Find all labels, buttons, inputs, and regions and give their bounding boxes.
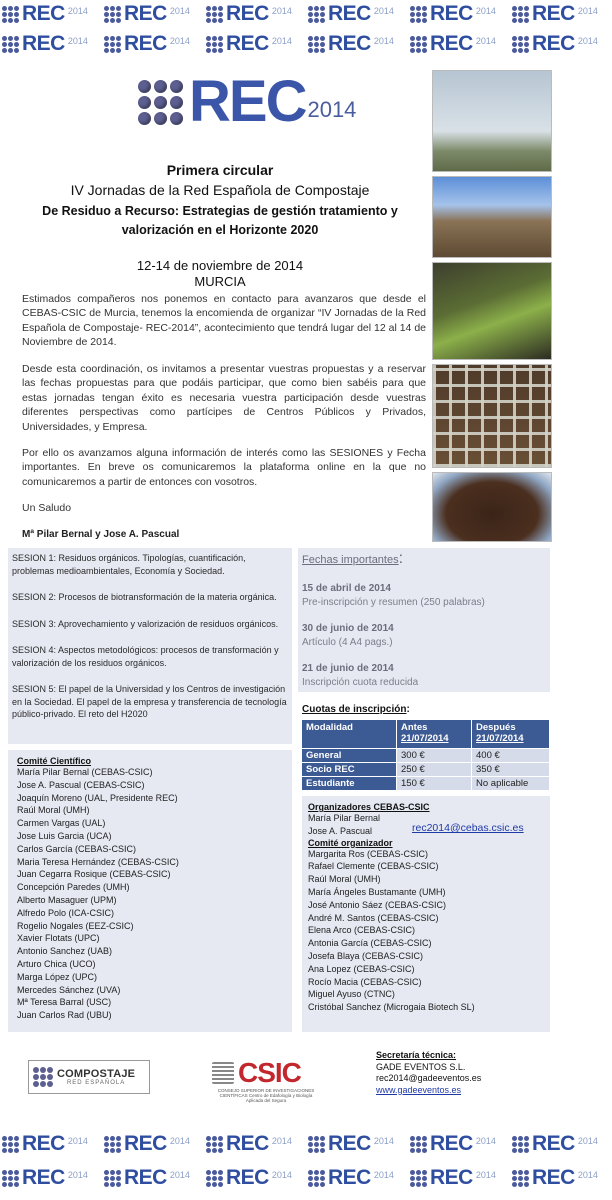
banner-tile <box>408 1164 510 1192</box>
heading-primera-circular: Primera circular <box>166 162 274 178</box>
rec-logo <box>138 69 357 134</box>
banner-year: 2014 <box>271 36 292 46</box>
fees-header-antes-date: 21/07/2014 <box>401 733 449 744</box>
banner-dots-icon <box>104 6 121 23</box>
comite-organizador-list <box>308 848 544 1014</box>
fees-cell-despues: 400 € <box>472 749 550 763</box>
member-item: Maria Teresa Hernández (CEBAS-CSIC) <box>17 856 179 867</box>
fees-header-despues-date: 21/07/2014 <box>476 733 524 744</box>
banner-year: 2014 <box>475 1136 496 1146</box>
banner-word: REC <box>430 2 473 25</box>
banner-year: 2014 <box>169 1170 190 1180</box>
banner-tile <box>306 0 408 28</box>
member-item: Miguel Ayuso (CTNC) <box>308 989 395 1000</box>
member-item: José Antonio Sáez (CEBAS-CSIC) <box>308 899 447 910</box>
banner-row-bottom-1 <box>0 1130 598 1158</box>
csic-word: CSIC <box>238 1057 301 1088</box>
banner-tile <box>510 0 612 28</box>
banner-tile <box>204 0 306 28</box>
member-item: Alberto Masaguer (UPM) <box>17 894 117 905</box>
banner-word: REC <box>328 1132 371 1155</box>
banner-word: REC <box>532 1166 575 1189</box>
banner-dots-icon <box>512 6 529 23</box>
comite-cientifico-box <box>8 750 292 1032</box>
secretaria-email[interactable]: rec2014@gadeeventos.es <box>376 1073 482 1083</box>
fees-cell-modalidad: Estudiante <box>302 777 397 791</box>
banner-word: REC <box>532 32 575 55</box>
banner-tile <box>306 1130 408 1158</box>
member-item: Carlos García (CEBAS-CSIC) <box>17 843 137 854</box>
banner-tile <box>408 1130 510 1158</box>
member-item: Marga López (UPC) <box>17 971 98 982</box>
banner-word: REC <box>226 2 269 25</box>
banner-word: REC <box>328 32 371 55</box>
banner-tile <box>510 1164 612 1192</box>
member-item: Jose Luis Garcia (UCA) <box>17 830 112 841</box>
banner-year: 2014 <box>373 1136 394 1146</box>
banner-tile <box>0 1164 102 1192</box>
banner-dots-icon <box>410 6 427 23</box>
banner-year: 2014 <box>577 1136 598 1146</box>
banner-dots-icon <box>2 36 19 53</box>
member-item: Jose A. Pascual (CEBAS-CSIC) <box>17 779 145 790</box>
banner-word: REC <box>430 1166 473 1189</box>
banner-tile <box>204 30 306 58</box>
fees-header-modalidad: Modalidad <box>302 720 397 749</box>
fees-title: Cuotas de inscripción <box>302 704 407 715</box>
session-item: SESION 5: El papel de la Universidad y los Centros de investigación en la Sociedad. El papel de la empresa y transferencia de tecnología público-privado. El reto del H2020 <box>12 684 287 719</box>
banner-dots-icon <box>104 1136 121 1153</box>
banner-word: REC <box>532 1132 575 1155</box>
banner-word: REC <box>124 1132 167 1155</box>
banner-word: REC <box>124 2 167 25</box>
banner-year: 2014 <box>475 6 496 16</box>
member-item: Josefa Blaya (CEBAS-CSIC) <box>308 950 424 961</box>
member-item: Xavier Flotats (UPC) <box>17 933 100 944</box>
fees-cell-modalidad: Socio REC <box>302 763 397 777</box>
member-item: Mª Teresa Barral (USC) <box>17 997 112 1008</box>
session-item: SESION 1: Residuos orgánicos. Tipologías, cuantificación, problemas medioambientales, Economía y Sociedad. <box>12 553 246 576</box>
banner-dots-icon <box>410 1136 427 1153</box>
banner-tile <box>510 30 612 58</box>
member-item: Mercedes Sánchez (UVA) <box>17 984 121 995</box>
banner-dots-icon <box>206 1136 223 1153</box>
banner-row-bottom-2 <box>0 1164 598 1192</box>
member-item: Ana Lopez (CEBAS-CSIC) <box>308 963 415 974</box>
photo-seedling-tray <box>432 364 552 468</box>
banner-year: 2014 <box>373 1170 394 1180</box>
signers: Mª Pilar Bernal y Jose A. Pascual <box>22 529 180 540</box>
member-item: Concepción Paredes (UMH) <box>17 882 130 893</box>
banner-tile <box>102 1164 204 1192</box>
intro-paragraph-2: Desde esta coordinación, os invitamos a presentar vuestras propuestas y a reservar las fechas propuestas para que podáis participar, que como bien sabéis para que estas jornadas tengan éxito es necesaria vuestra participación desde vuestras diferentes perspectivas como partícipes de Centros Públicos y Privados, Universidades, y Empresa. <box>22 363 426 433</box>
compostaje-word: COMPOSTAJE <box>57 1068 136 1080</box>
date-desc: Pre-inscripción y resumen (250 palabras) <box>302 597 485 608</box>
banner-tile <box>408 30 510 58</box>
comite-organizador-title: Comité organizador <box>308 837 393 848</box>
banner-dots-icon <box>2 6 19 23</box>
banner-word: REC <box>328 1166 371 1189</box>
member-item: Cristóbal Sanchez (Microgaia Biotech SL) <box>308 1002 475 1013</box>
logo-year: 2014 <box>307 97 357 122</box>
banner-year: 2014 <box>271 1170 292 1180</box>
fees-row <box>302 749 550 763</box>
fees-cell-despues: 350 € <box>472 763 550 777</box>
compostaje-sub: RED ESPAÑOLA <box>66 1080 126 1086</box>
banner-dots-icon <box>308 1170 325 1187</box>
banner-word: REC <box>226 32 269 55</box>
organizadores-title: Organizadores CEBAS-CSIC <box>308 802 430 812</box>
member-item: Margarita Ros (CEBAS-CSIC) <box>308 848 429 859</box>
fees-header-despues <box>472 720 550 749</box>
fees-table <box>302 720 550 790</box>
secretaria-name: GADE EVENTOS S.L. <box>376 1061 466 1072</box>
organizers-email-link[interactable]: rec2014@cebas.csic.es <box>412 822 524 834</box>
fees-header-row <box>302 720 550 749</box>
banner-tile <box>102 1130 204 1158</box>
banner-year: 2014 <box>475 1170 496 1180</box>
banner-year: 2014 <box>67 6 88 16</box>
intro-paragraph-3: Por ello os avanzamos alguna información de interés como las SESIONES y Fecha importantes. En breve os comunicaremos la plataforma online en la que no comunicaremos a partir de entonces con vosotros. <box>22 447 426 488</box>
photo-compost-plant <box>432 70 552 172</box>
banner-dots-icon <box>104 36 121 53</box>
fees-header-despues-label: Después <box>476 722 516 733</box>
banner-dots-icon <box>2 1136 19 1153</box>
heading-subtitle-line2: valorización en el Horizonte 2020 <box>121 223 319 237</box>
date-label: 30 de junio de 2014 <box>302 623 394 634</box>
member-item: Elena Arco (CEBAS-CSIC) <box>308 925 416 936</box>
member-item: Alfredo Polo (ICA-CSIC) <box>17 907 115 918</box>
banner-row-top-2 <box>0 30 598 58</box>
banner-word: REC <box>124 1166 167 1189</box>
member-item: María Pilar Bernal (CEBAS-CSIC) <box>17 767 153 777</box>
fees-cell-antes: 300 € <box>397 749 472 763</box>
member-item: Arturo Chica (UCO) <box>17 958 96 969</box>
fees-header-antes <box>397 720 472 749</box>
csic-sub: CONSEJO SUPERIOR DE INVESTIGACIONES CIENTÍFICAS Centro de Edafología y Biología Aplicada del Segura <box>217 1088 315 1103</box>
banner-dots-icon <box>410 1170 427 1187</box>
banner-word: REC <box>22 32 65 55</box>
banner-year: 2014 <box>373 36 394 46</box>
banner-year: 2014 <box>169 36 190 46</box>
organizer-name: Jose A. Pascual <box>308 825 373 836</box>
banner-tile <box>408 0 510 28</box>
banner-tile <box>204 1164 306 1192</box>
compostaje-text-block <box>57 1068 135 1086</box>
banner-word: REC <box>22 1166 65 1189</box>
banner-year: 2014 <box>271 1136 292 1146</box>
session-item: SESION 4: Aspectos metodológicos: procesos de transformación y valorización de los residuos orgánicos. <box>12 645 279 668</box>
banner-word: REC <box>430 1132 473 1155</box>
date-label: 15 de abril de 2014 <box>302 583 391 594</box>
member-item: Rafael Clemente (CEBAS-CSIC) <box>308 861 439 872</box>
compostaje-dots-icon <box>33 1067 53 1087</box>
banner-tile <box>306 1164 408 1192</box>
heading-subtitle <box>20 202 420 240</box>
banner-dots-icon <box>512 1170 529 1187</box>
banner-year: 2014 <box>577 6 598 16</box>
fees-cell-modalidad: General <box>302 749 397 763</box>
banner-tile <box>0 30 102 58</box>
member-item: Juan Cegarra Rosique (CEBAS-CSIC) <box>17 869 171 880</box>
fees-row <box>302 777 550 791</box>
banner-dots-icon <box>206 1170 223 1187</box>
member-item: Raúl Moral (UMH) <box>308 874 381 885</box>
photo-seedlings <box>432 262 552 360</box>
csic-logo <box>212 1057 320 1103</box>
banner-word: REC <box>226 1166 269 1189</box>
banner-word: REC <box>226 1132 269 1155</box>
event-city: MURCIA <box>194 274 246 289</box>
greeting: Un Saludo <box>22 502 72 514</box>
banner-word: REC <box>124 32 167 55</box>
banner-word: REC <box>328 2 371 25</box>
compostaje-logo <box>28 1060 150 1094</box>
event-dates: 12-14 de noviembre de 2014 <box>136 258 304 273</box>
banner-dots-icon <box>2 1170 19 1187</box>
photo-compost-sample <box>432 472 552 542</box>
fees-cell-antes: 250 € <box>397 763 472 777</box>
member-item: Antonio Sanchez (UAB) <box>17 946 113 957</box>
banner-dots-icon <box>104 1170 121 1187</box>
banner-dots-icon <box>206 36 223 53</box>
banner-dots-icon <box>512 36 529 53</box>
fees-cell-antes: 150 € <box>397 777 472 791</box>
banner-word: REC <box>430 32 473 55</box>
heading-subtitle-line1: De Residuo a Recurso: Estrategias de gestión tratamiento y <box>42 204 398 218</box>
fees-header-antes-label: Antes <box>401 722 428 733</box>
banner-dots-icon <box>308 1136 325 1153</box>
organizer-name: María Pilar Bernal <box>308 813 381 823</box>
banner-tile <box>306 30 408 58</box>
banner-tile <box>0 1130 102 1158</box>
banner-dots-icon <box>308 6 325 23</box>
banner-year: 2014 <box>67 1170 88 1180</box>
important-dates-title: Fechas importantes <box>302 554 399 566</box>
session-item: SESION 3: Aprovechamiento y valorización de residuos orgánicos. <box>12 618 279 629</box>
banner-tile <box>102 0 204 28</box>
member-item: María Ángeles Bustamante (UMH) <box>308 886 446 897</box>
date-label: 21 de junio de 2014 <box>302 663 394 674</box>
logo-word: REC <box>189 69 306 134</box>
date-desc: Artículo (4 A4 pags.) <box>302 637 393 648</box>
member-item: Joaquín Moreno (UAL, Presidente REC) <box>17 792 178 803</box>
banner-year: 2014 <box>67 1136 88 1146</box>
secretaria-title: Secretaría técnica: <box>376 1050 457 1060</box>
important-dates-title-row: Fechas importantes: <box>302 550 404 567</box>
banner-tile <box>204 1130 306 1158</box>
intro-paragraph-1: Estimados compañeros nos ponemos en contacto para avanzaros que desde el CEBAS-CSIC de Murcia, tenemos la encomienda de organizar “IV Jornadas de la Red Española de Compostaje- REC-2014”, acontecimiento que tendrá lugar del 12 al 14 de Noviembre de 2014. <box>22 293 426 349</box>
fees-cell-despues: No aplicable <box>472 777 550 791</box>
fees-title-row: Cuotas de inscripción: <box>302 704 410 715</box>
important-dates-box <box>298 548 550 692</box>
session-item: SESION 2: Procesos de biotransformación de la materia orgánica. <box>12 592 277 602</box>
banner-word: REC <box>22 1132 65 1155</box>
member-item: Carmen Vargas (UAL) <box>17 818 106 829</box>
banner-year: 2014 <box>169 1136 190 1146</box>
banner-tile <box>102 30 204 58</box>
banner-year: 2014 <box>373 6 394 16</box>
member-item: Juan Carlos Rad (UBU) <box>17 1010 112 1021</box>
heading-jornadas: IV Jornadas de la Red Española de Compostaje <box>70 182 370 198</box>
banner-row-top-1 <box>0 0 598 28</box>
member-item: Rogelio Nogales (EEZ-CSIC) <box>17 920 134 931</box>
banner-year: 2014 <box>271 6 292 16</box>
member-item: Raúl Moral (UMH) <box>17 805 90 816</box>
date-desc: Inscripción cuota reducida <box>302 677 419 688</box>
comite-cientifico-title: Comité Científico <box>17 756 92 766</box>
banner-dots-icon <box>410 36 427 53</box>
fees-row <box>302 763 550 777</box>
banner-tile <box>510 1130 612 1158</box>
csic-emblem-icon <box>212 1062 234 1084</box>
secretaria-tecnica <box>376 1050 481 1096</box>
banner-dots-icon <box>308 36 325 53</box>
photo-compost-windrows <box>432 176 552 258</box>
banner-dots-icon <box>206 6 223 23</box>
banner-year: 2014 <box>577 36 598 46</box>
member-item: Rocío Macia (CEBAS-CSIC) <box>308 976 422 987</box>
comite-cientifico-list <box>17 766 283 1022</box>
banner-tile <box>0 0 102 28</box>
member-item: Antonia García (CEBAS-CSIC) <box>308 938 432 949</box>
banner-year: 2014 <box>577 1170 598 1180</box>
secretaria-web-link[interactable]: www.gadeeventos.es <box>376 1084 462 1095</box>
banner-word: REC <box>22 2 65 25</box>
sessions-box <box>8 548 292 744</box>
member-item: André M. Santos (CEBAS-CSIC) <box>308 912 439 923</box>
banner-year: 2014 <box>169 6 190 16</box>
banner-dots-icon <box>512 1136 529 1153</box>
banner-year: 2014 <box>67 36 88 46</box>
logo-dots-icon <box>138 80 183 125</box>
banner-word: REC <box>532 2 575 25</box>
banner-year: 2014 <box>475 36 496 46</box>
